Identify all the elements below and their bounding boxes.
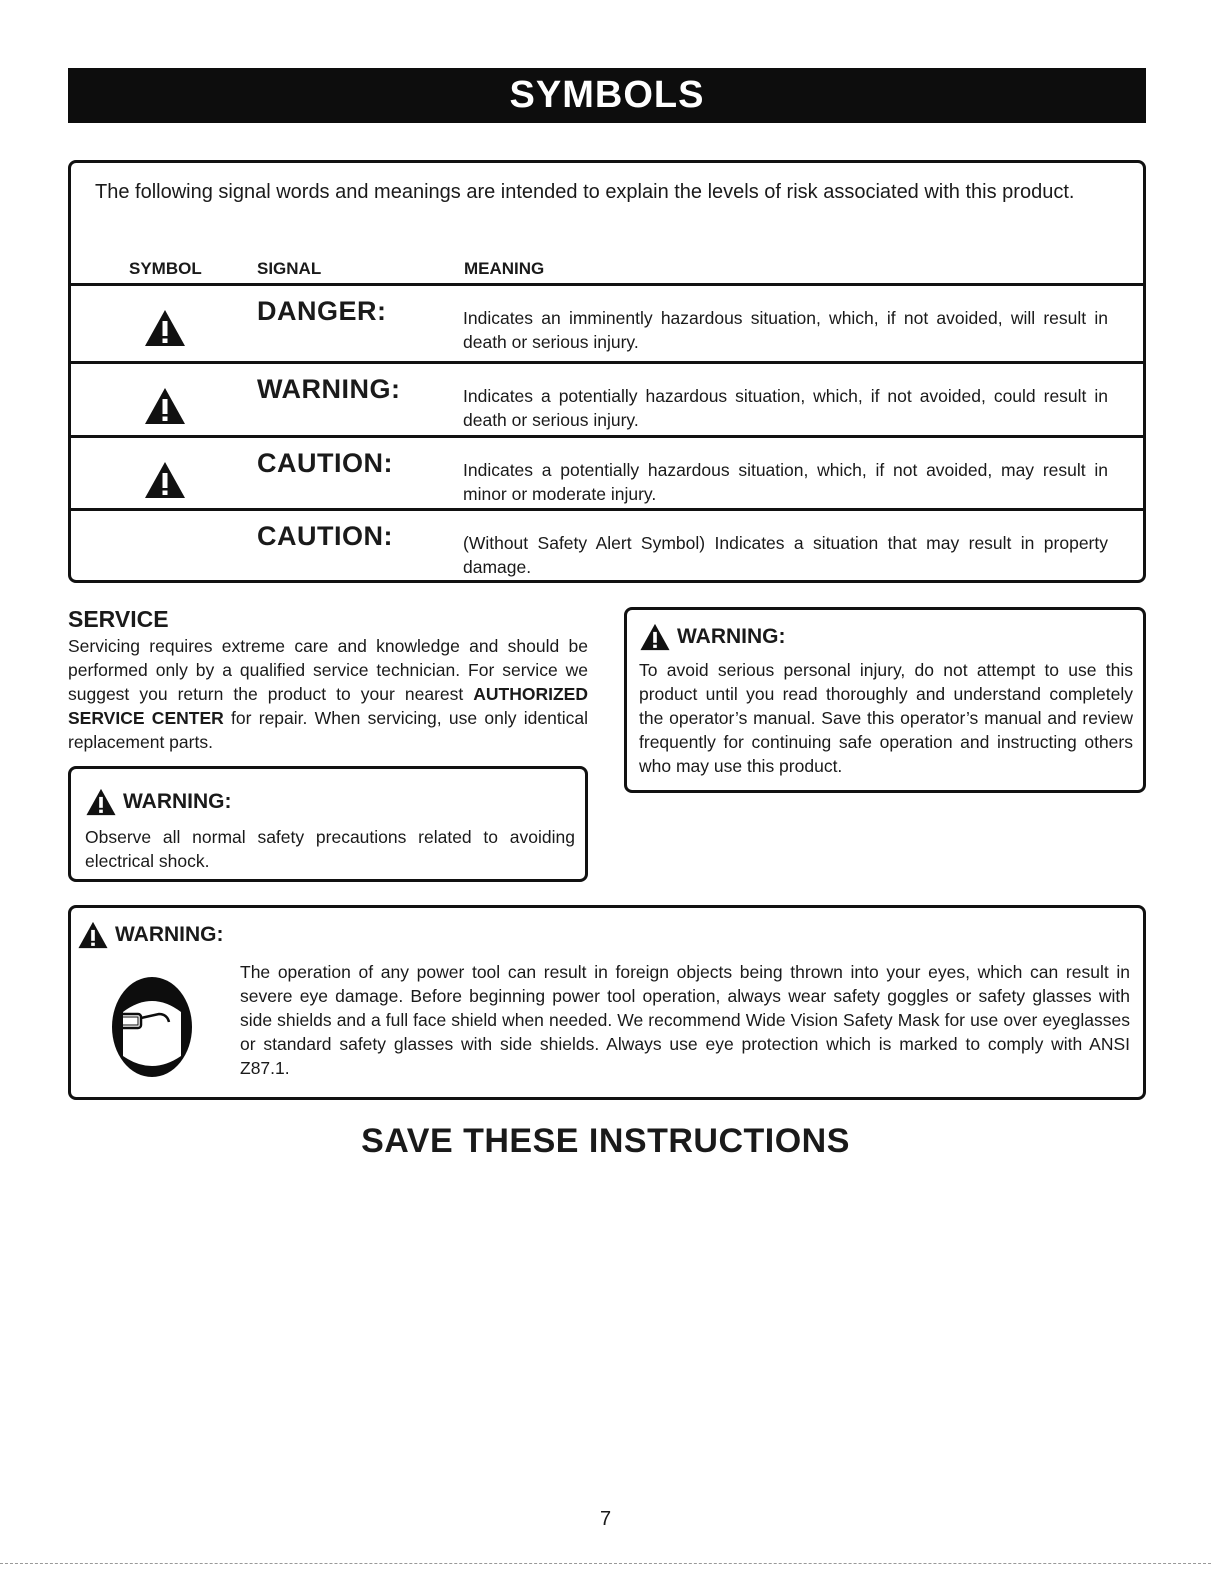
safety-alert-icon xyxy=(143,308,187,348)
signal-word: WARNING: xyxy=(257,374,401,404)
signal-meaning: Indicates a potentially hazardous situation, which, if not avoided, may result in minor or moderate injury. xyxy=(463,460,1108,504)
warning-row xyxy=(71,361,1143,438)
safety-alert-icon xyxy=(639,622,671,652)
service-heading: SERVICE xyxy=(68,606,169,632)
warning-heading xyxy=(639,622,786,652)
danger-row xyxy=(71,283,1143,364)
bottom-divider xyxy=(0,1563,1211,1564)
warning-heading xyxy=(85,787,232,817)
safety-alert-icon xyxy=(143,460,187,500)
warning-text: The operation of any power tool can result in foreign objects being thrown into your eyes, which can result in severe eye damage. Before beginning power tool operation, always wear safety goggles or safety glasses with side shields and a full face shield when needed. We recommend Wide Vision Safety Mask for use over eyeglasses or standard safety glasses with side shields. Always use eye protection which is marked to comply with ANSI Z87.1. xyxy=(240,962,1130,1078)
caution-no-symbol-row xyxy=(71,508,1143,583)
safety-alert-icon xyxy=(77,920,109,950)
safety-goggles-icon xyxy=(109,974,195,1080)
warning-text: Observe all normal safety precautions related to avoiding electrical shock. xyxy=(85,827,575,871)
signal-word: CAUTION: xyxy=(257,448,393,478)
signal-words-table xyxy=(68,160,1146,583)
signal-word: CAUTION: xyxy=(257,521,393,551)
warning-label: WARNING: xyxy=(123,790,232,813)
authorized-service-center: AUTHORIZED SERVICE CENTER xyxy=(68,684,588,728)
column-header-symbol: SYMBOL xyxy=(129,259,202,278)
safety-alert-icon xyxy=(143,386,187,426)
caution-row xyxy=(71,435,1143,511)
warning-text: To avoid serious personal injury, do not attempt to use this product until you read thoroughly and understand completely the operator’s manual. Save this operator’s manual and review frequently for continuing safe operation and instructing others who may use this product. xyxy=(639,660,1133,776)
signal-meaning: Indicates a potentially hazardous situation, which, if not avoided, could result in death or serious injury. xyxy=(463,386,1108,430)
warning-heading xyxy=(77,920,224,950)
operator-manual-warning xyxy=(624,607,1146,793)
signal-meaning: (Without Safety Alert Symbol) Indicates a situation that may result in property damage. xyxy=(463,533,1108,577)
service-text xyxy=(68,634,588,754)
safety-alert-icon xyxy=(85,787,117,817)
service-text-part: for repair. When servicing, use only identical replacement parts. xyxy=(68,708,588,752)
eye-protection-warning xyxy=(68,905,1146,1100)
save-instructions-heading: SAVE THESE INSTRUCTIONS xyxy=(361,1122,850,1160)
column-header-meaning: MEANING xyxy=(464,259,545,278)
signal-word: DANGER: xyxy=(257,296,387,326)
signal-meaning: Indicates an imminently hazardous situation, which, if not avoided, will result in death or serious injury. xyxy=(463,308,1108,352)
page-number: 7 xyxy=(599,1508,612,1530)
column-header-signal: SIGNAL xyxy=(257,259,322,278)
warning-label: WARNING: xyxy=(115,923,224,946)
service-text-part: Servicing requires extreme care and knowledge and should be performed only by a qualified service technician. For service we suggest you return the product to your nearest xyxy=(68,636,588,704)
intro-text: The following signal words and meanings are intended to explain the levels of risk associated with this product. xyxy=(95,181,1075,203)
symbols-banner: SYMBOLS xyxy=(68,68,1146,123)
warning-label: WARNING: xyxy=(677,625,786,648)
electrical-shock-warning xyxy=(68,766,588,882)
